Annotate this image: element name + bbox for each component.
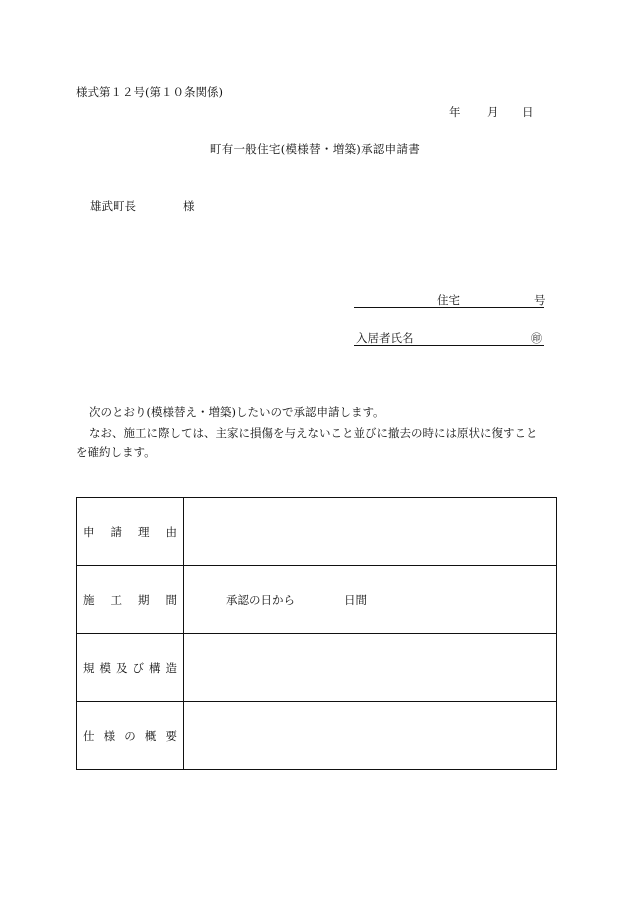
period-value-cell[interactable] [184, 566, 557, 634]
date-year-label: 年 [449, 105, 461, 119]
date-day-label: 日 [522, 105, 534, 119]
structure-label [77, 660, 183, 676]
label-char: 造 [165, 660, 177, 675]
body-text-line-3: を確約します。 [76, 445, 156, 459]
period-end-text: 日間 [344, 593, 367, 607]
label-char: 期 [138, 592, 150, 607]
table-row-spec [77, 702, 557, 770]
label-char: 由 [165, 524, 177, 539]
label-char: 規 [83, 660, 95, 675]
resident-name-label: 入居者氏名 [356, 331, 414, 345]
label-char: 要 [165, 728, 177, 743]
period-label [77, 592, 183, 608]
label-char: 仕 [83, 728, 95, 743]
housing-label: 住宅 [437, 293, 460, 307]
housing-number-line[interactable] [354, 307, 544, 308]
period-start-text: 承認の日から [226, 593, 295, 607]
date-month-label: 月 [487, 105, 499, 119]
reason-value-cell[interactable] [184, 498, 557, 566]
body-text-line-1: 次のとおり(模様替え・増築)したいので承認申請します。 [89, 405, 385, 419]
label-char: 間 [165, 592, 177, 607]
resident-name-line[interactable] [354, 345, 544, 346]
label-char: 理 [138, 524, 150, 539]
reason-label [77, 524, 183, 540]
document-title: 町有一般住宅(模様替・増築)承認申請書 [209, 142, 421, 156]
housing-number-suffix: 号 [534, 293, 546, 307]
spec-label [77, 728, 183, 744]
label-char: 工 [110, 592, 122, 607]
spec-label-cell [77, 702, 184, 770]
label-char: 模 [99, 660, 111, 675]
seal-mark: ㊞ [531, 332, 542, 345]
label-char: 及 [116, 660, 128, 675]
label-char: 請 [110, 524, 122, 539]
label-char: 概 [144, 728, 157, 743]
label-char: の [124, 728, 136, 743]
label-char: び [132, 660, 144, 675]
label-char: 施 [83, 592, 95, 607]
body-text-line-2: なお、施工に際しては、主家に損傷を与えないこと並びに撤去の時には原状に復すこと [89, 426, 538, 440]
structure-value-cell[interactable] [184, 634, 557, 702]
addressee-suffix: 様 [183, 199, 195, 213]
label-char: 申 [83, 524, 95, 539]
label-char: 様 [103, 728, 116, 743]
table-row-reason [77, 498, 557, 566]
form-number: 様式第１２号(第１０条関係) [76, 85, 223, 99]
application-table [76, 497, 557, 770]
table-row-structure [77, 634, 557, 702]
reason-label-cell [77, 498, 184, 566]
structure-label-cell [77, 634, 184, 702]
table-row-period [77, 566, 557, 634]
addressee-name: 雄武町長 [90, 199, 136, 213]
spec-value-cell[interactable] [184, 702, 557, 770]
label-char: 構 [149, 660, 161, 675]
period-label-cell [77, 566, 184, 634]
